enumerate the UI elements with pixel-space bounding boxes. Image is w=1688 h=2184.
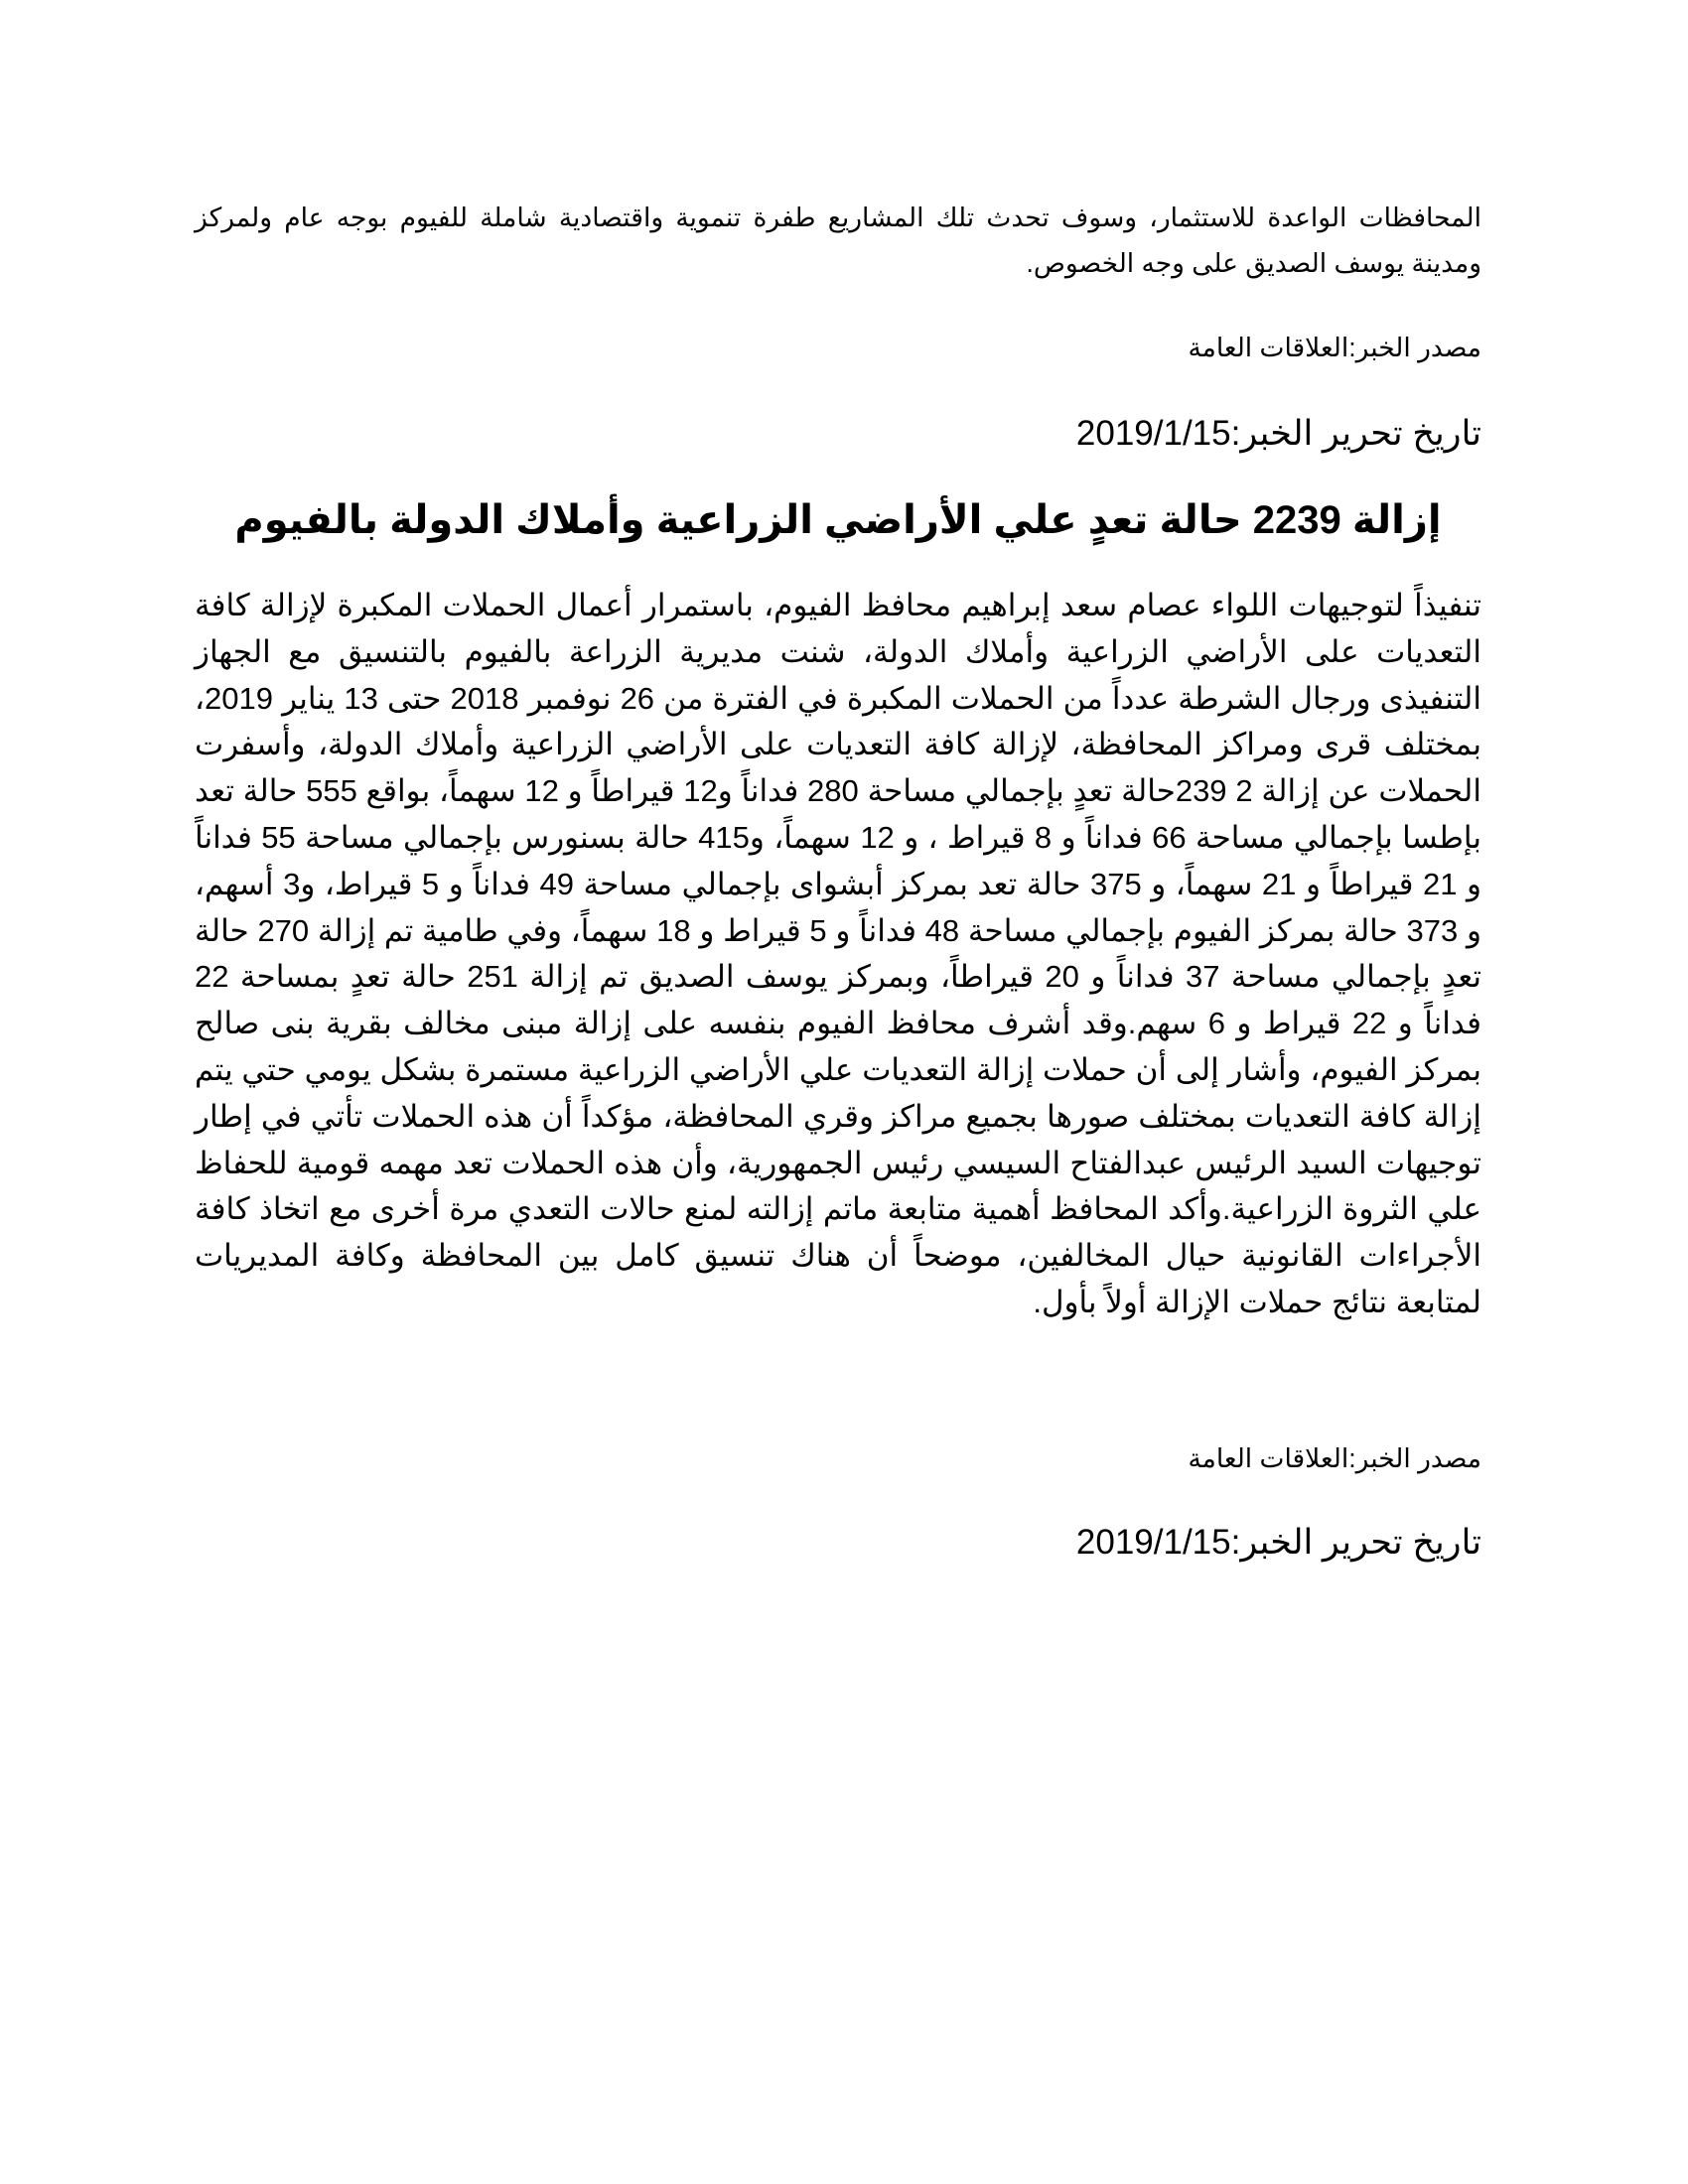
news-source-line: مصدر الخبر:العلاقات العامة	[1188, 333, 1481, 362]
news-date-line-footer: تاريخ تحرير الخبر:2019/1/15	[1075, 1523, 1481, 1562]
article-body-paragraph: تنفيذاً لتوجيهات اللواء عصام سعد إبراهيم محافظ الفيوم، باستمرار أعمال الحملات المكبرة لإزالة كافة التعديات على الأراضي الزراعية وأملاك الدولة، شنت مديرية الزراعة بالفيوم بالتنسيق مع الجهاز التنفيذى ورجال الشرطة عدداً من الحملات المكبرة في الفترة من 26 نوفمبر 2018 حتى 13 يناير 2019، بمختلف قرى ومراكز المحافظة، لإزالة كافة التعديات على الأراضي الزراعية وأملاك الدولة، وأسفرت الحملات عن إزالة 2 239حالة تعدٍ بإجمالي مساحة 280 فداناً و12 قيراطاً و 12 سهماً، بواقع 555 حالة تعد بإطسا بإجمالي مساحة 66 فداناً و 8 قيراط ، و 12 سهماً، و415 حالة بسنورس بإجمالي مساحة 55 فداناً و 21 قيراطاً و 21 سهماً، و 375 حالة تعد بمركز أبشواى بإجمالي مساحة 49 فداناً و 5 قيراط، و3 أسهم، و 373 حالة بمركز الفيوم بإجمالي مساحة 48 فداناً و 5 قيراط و 18 سهماً، وفي طامية تم إزالة 270 حالة تعدٍ بإجمالي مساحة 37 فداناً و 20 قيراطاً، وبمركز يوسف الصديق تم إزالة 251 حالة تعدٍ بمساحة 22 فداناً و 22 قيراط و 6 سهم.وقد أشرف محافظ الفيوم بنفسه على إزالة مبنى مخالف بقرية بنى صالح بمركز الفيوم، وأشار إلى أن حملات إزالة التعديات علي الأراضي الزراعية مستمرة بشكل يومي حتي يتم إزالة كافة التعديات بمختلف صورها بجميع مراكز وقري المحافظة، مؤكداً أن هذه الحملات تأتي في إطار توجيهات السيد الرئيس عبدالفتاح السيسي رئيس الجمهورية، وأن هذه الحملات تعد مهمه قومية للحفاظ علي الثروة الزراعية.وأكد المحافظ أهمية متابعة ماتم إزالته لمنع حالات التعدي مرة أخرى مع اتخاذ كافة الأجراءات القانونية حيال المخالفين، موضحاً أن هناك تنسيق كامل بين المحافظة وكافة المديريات لمتابعة نتائج حملات الإزالة أولاً بأول.	[195, 588, 1482, 1319]
news-date-line: تاريخ تحرير الخبر:2019/1/15	[1075, 414, 1481, 453]
document-page	[195, 0, 1481, 2184]
news-source-line-footer: مصدر الخبر:العلاقات العامة	[1188, 1443, 1481, 1473]
article-headline: إزالة 2239 حالة تعدٍ علي الأراضي الزراعية وأملاك الدولة بالفيوم	[234, 498, 1442, 542]
intro-paragraph: المحافظات الواعدة للاستثمار، وسوف تحدث تلك المشاريع طفرة تنموية واقتصادية شاملة للفيوم بوجه عام ولمركز ومدينة يوسف الصديق على وجه الخصوص.	[195, 203, 1481, 278]
